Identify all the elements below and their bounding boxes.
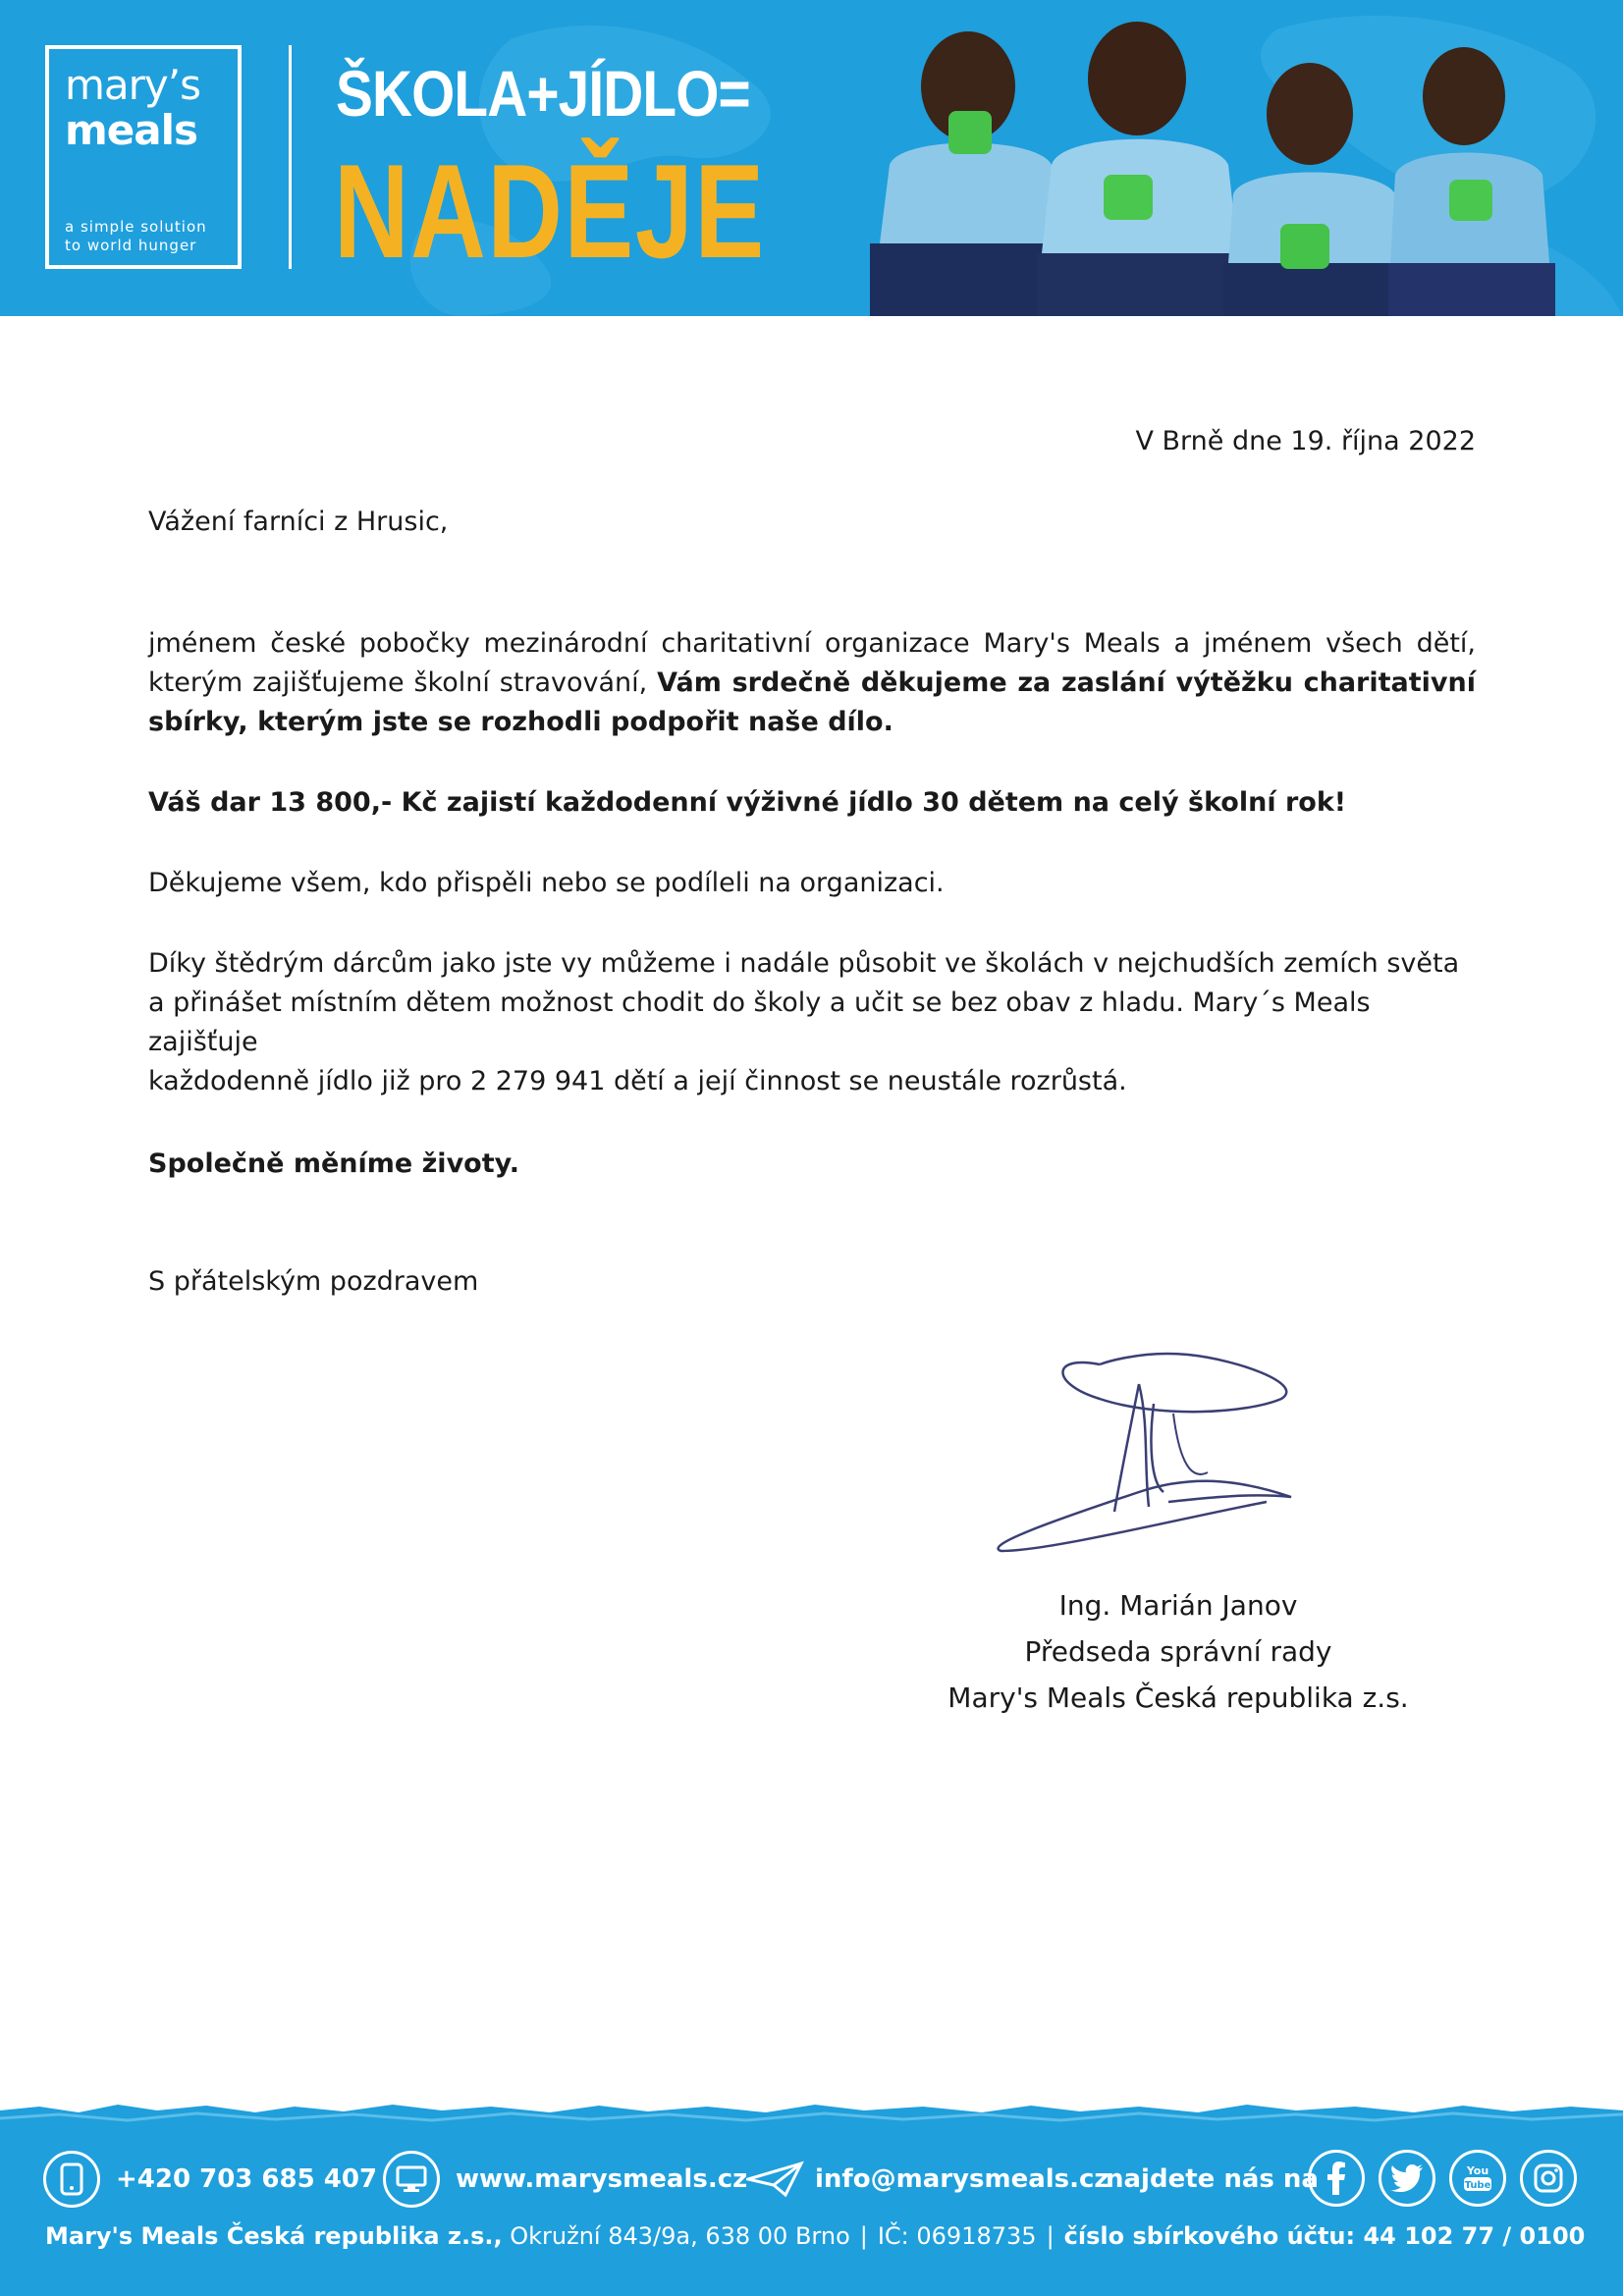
salutation: Vážení farníci z Hrusic, [148,507,449,537]
website-link[interactable]: www.marysmeals.cz [456,2164,748,2194]
svg-text:You: You [1466,2164,1489,2177]
paragraph-thanks-plain: jménem české pobočky mezinárodní charitativní organizace Mary's Meals a jménem všech dětí, kterým zajišťujeme školní stravování, [148,628,1476,698]
instagram-icon[interactable] [1520,2150,1577,2207]
paper-plane-icon [746,2160,805,2199]
computer-icon [383,2151,440,2208]
closing-greeting: S přátelským pozdravem [148,1266,479,1297]
marys-meals-logo [45,45,242,269]
youtube-icon[interactable] [1449,2150,1506,2207]
separator: | [1046,2222,1055,2250]
contact-web[interactable] [383,2150,747,2209]
logo-line-1: mary’s [65,61,201,109]
letter-date: V Brně dne 19. října 2022 [1135,426,1476,456]
footer-account: číslo sbírkového účtu: 44 102 77 / 0100 [1063,2222,1586,2250]
footer-street: Okružní 843/9a, 638 00 Brno [510,2222,850,2250]
logo-line-2: meals [65,106,197,154]
paragraph-mission-line-2: a přinášet místním dětem možnost chodit do školy a učit se bez obav z hladu. Mary´s Meals zajišťuje [148,988,1371,1057]
footer-org-name: Mary's Meals Česká republika z.s., [45,2222,503,2250]
header-banner [0,0,1623,316]
header-divider [289,45,292,269]
phone-number: +420 703 685 407 [116,2164,378,2194]
signer-block [884,1582,1473,1721]
paragraph-mission-line-3: každodenně jídlo již pro 2 279 941 dětí a její činnost se neustále rozrůstá. [148,1066,1127,1096]
footer-address [45,2222,1585,2250]
slogan-equation: ŠKOLA+JÍDLO= [336,57,750,130]
phone-icon [43,2151,100,2208]
separator: | [859,2222,868,2250]
slogan-hope: NADĚJE [334,136,766,286]
footer-contacts [43,2150,1595,2209]
email-link[interactable]: info@marysmeals.cz [815,2164,1109,2194]
paragraph-mission [148,944,1476,1101]
signer-organization: Mary's Meals Česká republika z.s. [947,1682,1409,1714]
paragraph-gift-impact: Váš dar 13 800,- Kč zajistí každodenní výživné jídlo 30 dětem na celý školní rok! [148,787,1347,818]
paragraph-motto: Společně měníme životy. [148,1148,519,1179]
twitter-icon[interactable] [1379,2150,1435,2207]
svg-text:Tube: Tube [1464,2180,1491,2191]
signer-name: Ing. Marián Janov [1058,1589,1298,1622]
paragraph-mission-line-1: Díky štědrým dárcům jako jste vy můžeme i nadále působit ve školách v nejchudších zemích světa [148,948,1460,979]
logo-tagline-1: a simple solution [65,218,207,236]
contact-phone[interactable] [43,2150,377,2209]
paragraph-thanks [148,624,1476,742]
footer-ic: IČ: 06918735 [877,2222,1037,2250]
handwritten-signature [992,1345,1316,1561]
signer-role: Předseda správní rady [1024,1635,1332,1668]
social-label [1106,2150,1319,2209]
logo-tagline [65,218,237,255]
paragraph-thanks-bold: Vám srdečně děkujeme za zaslání výtěžku charitativní sbírky, kterým jste se rozhodli podpořit naše dílo. [148,667,1476,737]
contact-email[interactable] [746,2150,1109,2209]
find-us-label: najdete nás na [1106,2164,1319,2194]
logo-tagline-2: to world hunger [65,237,197,254]
facebook-icon[interactable] [1308,2150,1365,2207]
paragraph-thanks-all: Děkujeme všem, kdo přispěli nebo se podíleli na organizaci. [148,868,945,898]
logo-wordmark [65,63,232,153]
children-photo [850,18,1623,316]
